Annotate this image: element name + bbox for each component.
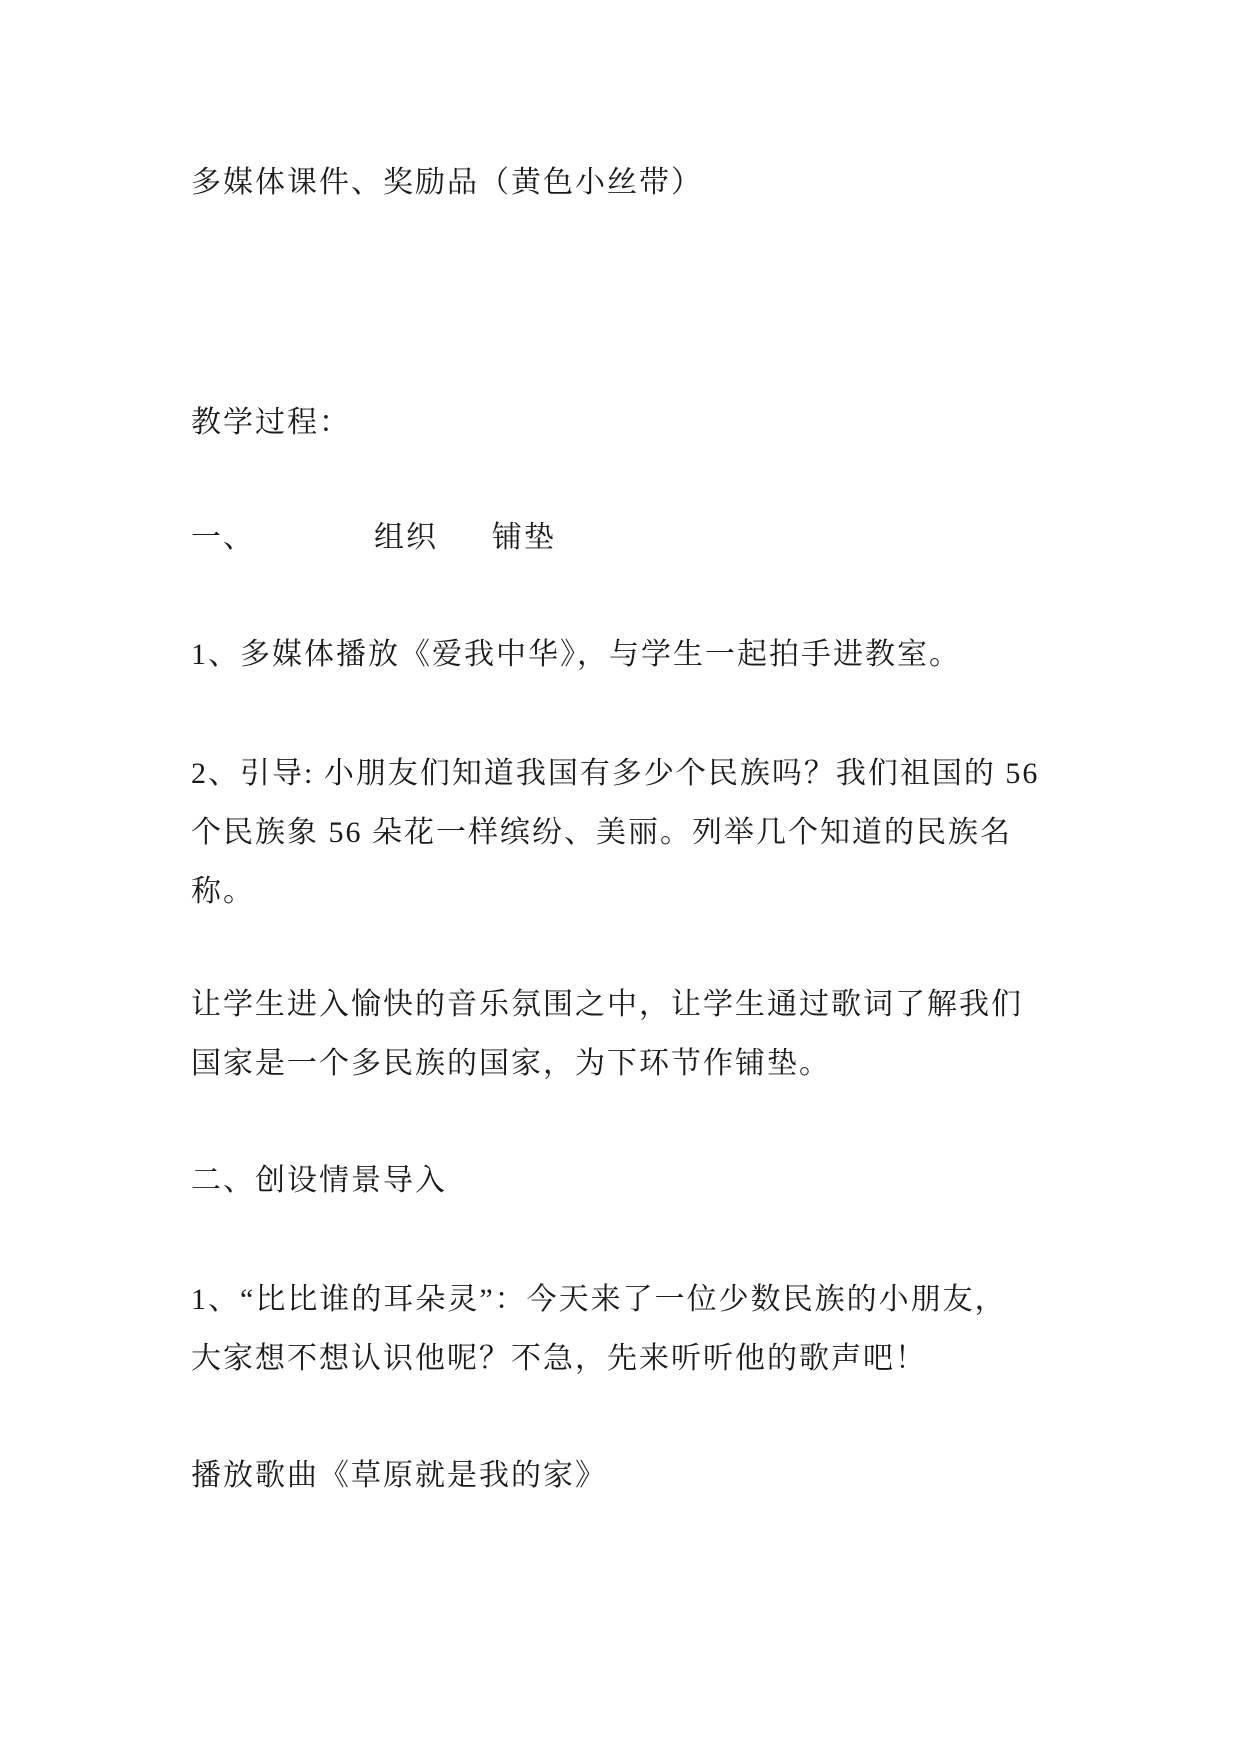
text-line: 1、“比比谁的耳朵灵”：今天来了一位少数民族的小朋友， [191,1283,1007,1316]
materials-line: 多媒体课件、奖励品（黄色小丝带） [191,166,703,199]
text-line: 2、引导: 小朋友们知道我国有多少个民族吗？我们祖国的 56 [191,757,1040,790]
text-line: 个民族象 56 朵花一样缤纷、美丽。列举几个知道的民族名 [191,816,1012,849]
text-line: 大家想不想认识他呢？不急，先来听听他的歌声吧！ [191,1342,927,1375]
section2-heading: 二、创设情景导入 [191,1164,447,1197]
section1-title-prepare: 铺垫 [492,521,556,554]
process-heading: 教学过程： [191,406,351,439]
text-line: 国家是一个多民族的国家，为下环节作铺垫。 [191,1047,831,1080]
text-line: 称。 [191,875,255,908]
section1-number: 一、 [191,521,255,554]
text-line: 让学生进入愉快的音乐氛围之中，让学生通过歌词了解我们 [191,988,1023,1021]
text-line: 1、多媒体播放《爱我中华》，与学生一起拍手进教室。 [191,638,961,671]
section1-title-organize: 组织 [374,521,438,554]
text-line: 播放歌曲《草原就是我的家》 [191,1459,607,1492]
